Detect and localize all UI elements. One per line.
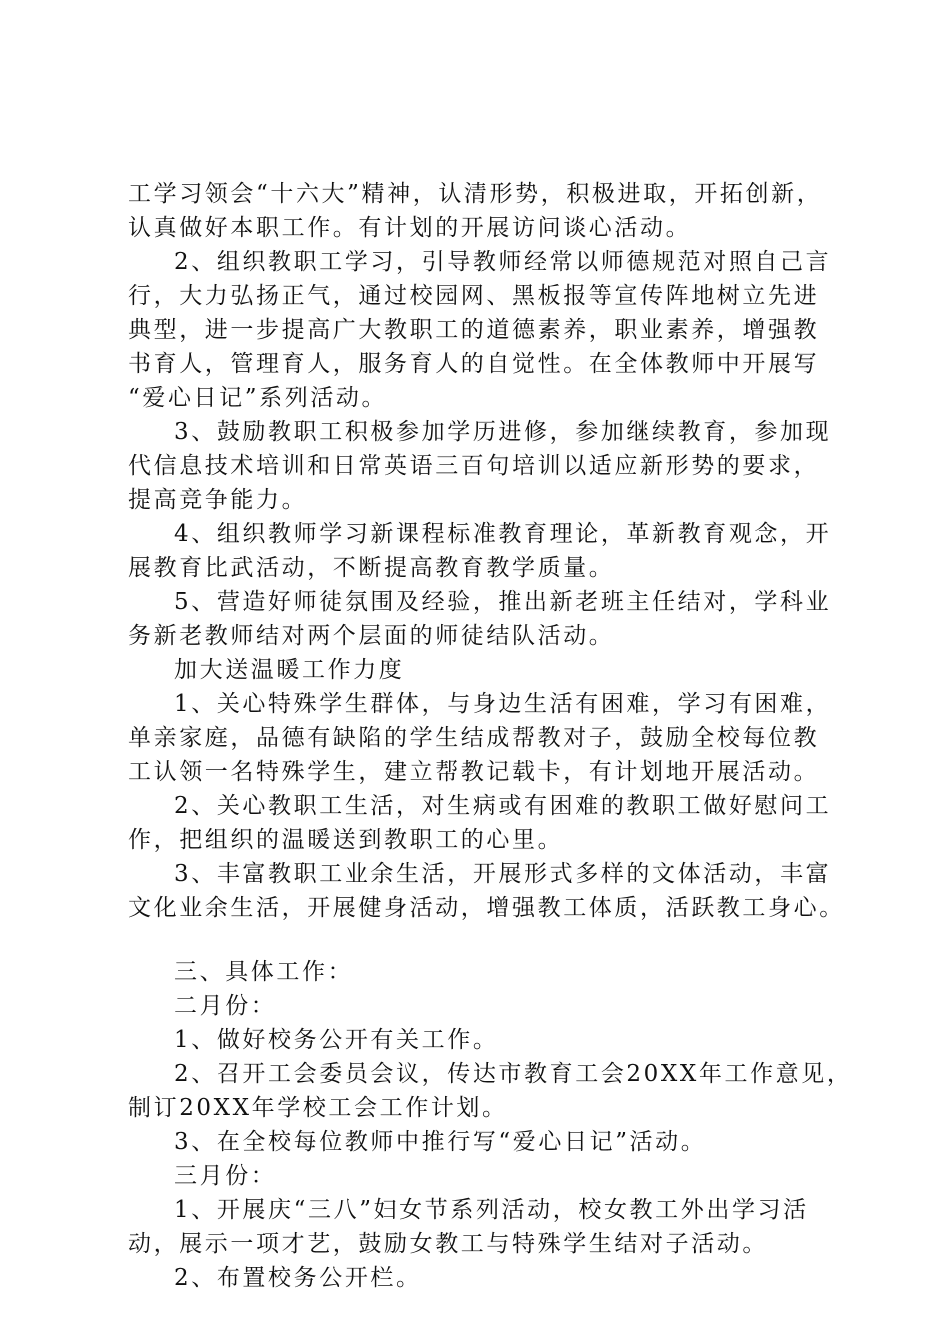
text-line: 单亲家庭，品德有缺陷的学生结成帮教对子，鼓励全校每位教 bbox=[128, 725, 820, 751]
text-line: 动，展示一项才艺，鼓励女教工与特殊学生结对子活动。 bbox=[128, 1231, 768, 1257]
text-line: “爱心日记”系列活动。 bbox=[128, 385, 388, 411]
text-line: 文化业余生活，开展健身活动，增强教工体质，活跃教工身心。 bbox=[128, 895, 845, 921]
text-line: 认真做好本职工作。有计划的开展访问谈心活动。 bbox=[128, 215, 692, 241]
text-line: 2、组织教职工学习，引导教师经常以师德规范对照自己言 bbox=[174, 249, 832, 275]
section-heading: 三、具体工作： bbox=[174, 959, 354, 985]
text-line: 3、丰富教职工业余生活，开展形式多样的文体活动，丰富 bbox=[174, 861, 832, 887]
text-line: 5、营造好师徒氛围及经验，推出新老班主任结对，学科业 bbox=[174, 589, 832, 615]
text-line: 2、关心教职工生活，对生病或有困难的教职工做好慰问工 bbox=[174, 793, 832, 819]
text-line: 书育人，管理育人，服务育人的自觉性。在全体教师中开展写 bbox=[128, 351, 820, 377]
text-line: 行，大力弘扬正气，通过校园网、黑板报等宣传阵地树立先进 bbox=[128, 283, 820, 309]
text-line: 展教育比武活动，不断提高教育教学质量。 bbox=[128, 555, 615, 581]
text-line: 工学习领会“十六大”精神，认清形势，积极进取，开拓创新， bbox=[128, 181, 823, 207]
month-heading: 三月份： bbox=[174, 1163, 277, 1189]
text-line: 4、组织教师学习新课程标准教育理论，革新教育观念，开 bbox=[174, 521, 832, 547]
section-heading: 加大送温暖工作力度 bbox=[174, 657, 405, 683]
text-line: 3、在全校每位教师中推行写“爱心日记”活动。 bbox=[174, 1129, 707, 1155]
text-line: 1、开展庆“三八”妇女节系列活动，校女教工外出学习活 bbox=[174, 1197, 809, 1223]
text-line: 提高竞争能力。 bbox=[128, 487, 308, 513]
text-line: 工认领一名特殊学生，建立帮教记载卡，有计划地开展活动。 bbox=[128, 759, 820, 785]
text-line: 代信息技术培训和日常英语三百句培训以适应新形势的要求， bbox=[128, 453, 820, 479]
text-line: 2、布置校务公开栏。 bbox=[174, 1265, 422, 1291]
text-line: 制订20XX年学校工会工作计划。 bbox=[128, 1095, 508, 1121]
text-line: 1、做好校务公开有关工作。 bbox=[174, 1027, 499, 1053]
text-line: 3、鼓励教职工积极参加学历进修，参加继续教育，参加现 bbox=[174, 419, 832, 445]
text-line: 典型，进一步提高广大教职工的道德素养，职业素养，增强教 bbox=[128, 317, 820, 343]
text-line: 2、召开工会委员会议，传达市教育工会20XX年工作意见， bbox=[174, 1061, 853, 1087]
text-line: 1、关心特殊学生群体，与身边生活有困难，学习有困难， bbox=[174, 691, 832, 717]
text-line: 作，把组织的温暖送到教职工的心里。 bbox=[128, 827, 564, 853]
text-line: 务新老教师结对两个层面的师徒结队活动。 bbox=[128, 623, 615, 649]
month-heading: 二月份： bbox=[174, 993, 277, 1019]
